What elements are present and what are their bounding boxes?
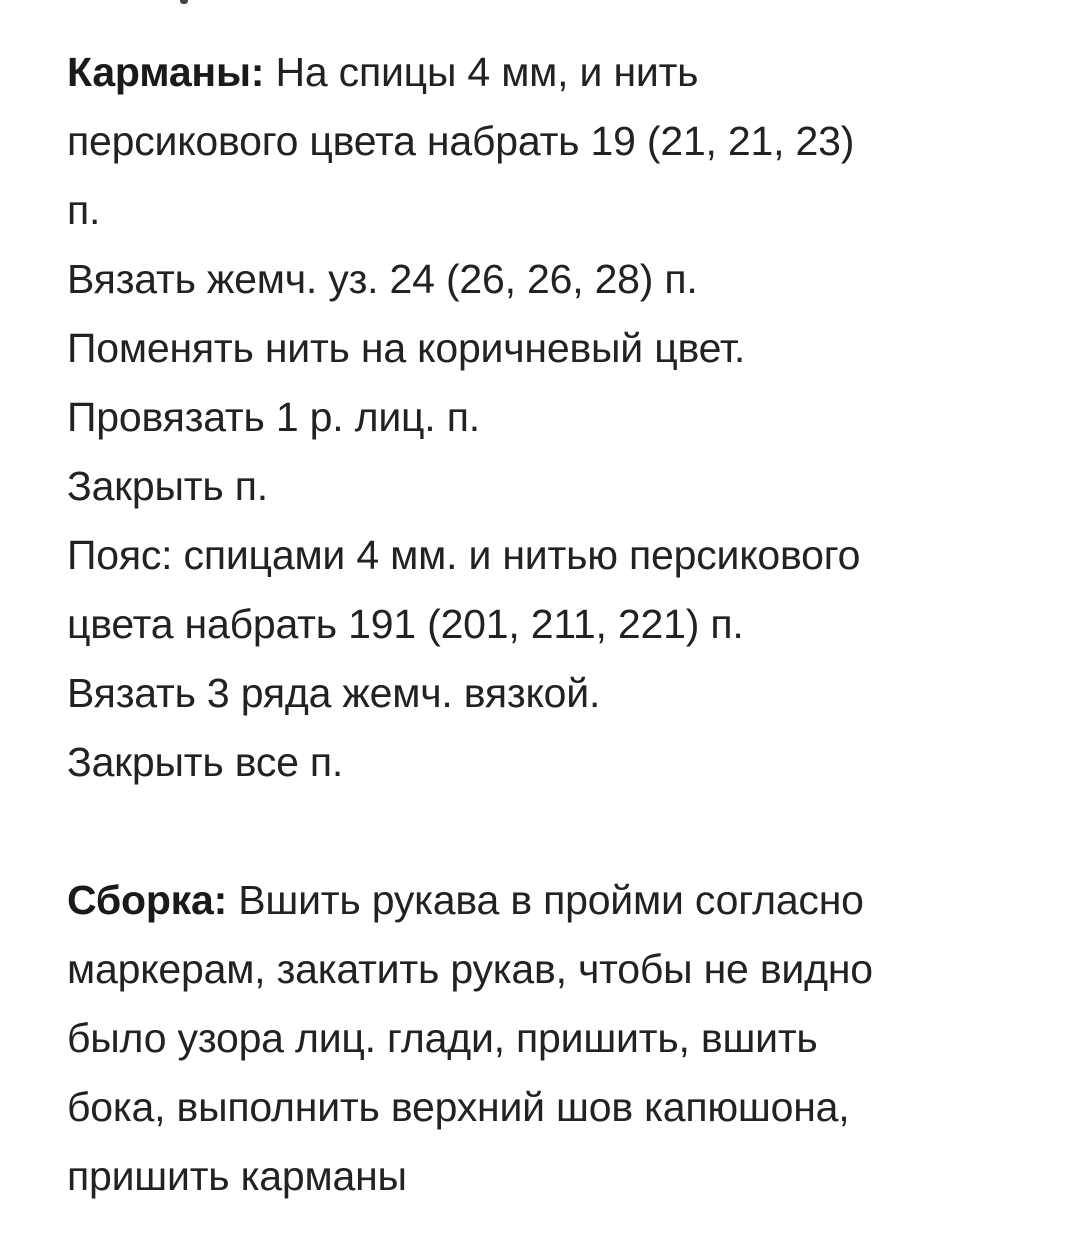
pockets-text-2: персикового цвета набрать 19 (21, 21, 23) (67, 118, 855, 164)
previous-text-fragment (0, 0, 1080, 8)
assembly-heading-line (67, 866, 1027, 935)
belt-text-3: Вязать 3 ряда жемч. вязкой. (67, 670, 601, 716)
pockets-label: Карманы: (67, 49, 265, 95)
pockets-text-6: Провязать 1 р. лиц. п. (67, 394, 480, 440)
cut-off-glyph (180, 0, 188, 4)
pockets-text-7: Закрыть п. (67, 463, 268, 509)
assembly-label: Сборка: (67, 877, 228, 923)
assembly-text-1: Вшить рукава в пройми согласно (227, 877, 864, 923)
assembly-text-3: было узора лиц. глади, пришить, вшить (67, 1015, 818, 1061)
assembly-text-5: пришить карманы (67, 1153, 407, 1199)
assembly-text-4: бока, выполнить верхний шов капюшона, (67, 1084, 850, 1130)
document-body (67, 38, 1027, 1211)
assembly-text-2: маркерам, закатить рукав, чтобы не видно (67, 946, 873, 992)
pockets-text-5: Поменять нить на коричневый цвет. (67, 325, 746, 371)
belt-text-1: Пояс: спицами 4 мм. и нитью персикового (67, 532, 861, 578)
pockets-heading-line (67, 38, 1027, 107)
paragraph-gap (67, 797, 1027, 866)
pockets-text-1: На спицы 4 мм, и нить (264, 49, 699, 95)
pockets-text-4: Вязать жемч. уз. 24 (26, 26, 28) п. (67, 256, 698, 302)
pockets-text-3: п. (67, 187, 101, 233)
belt-text-2: цвета набрать 191 (201, 211, 221) п. (67, 601, 744, 647)
belt-text-4: Закрыть все п. (67, 739, 344, 785)
